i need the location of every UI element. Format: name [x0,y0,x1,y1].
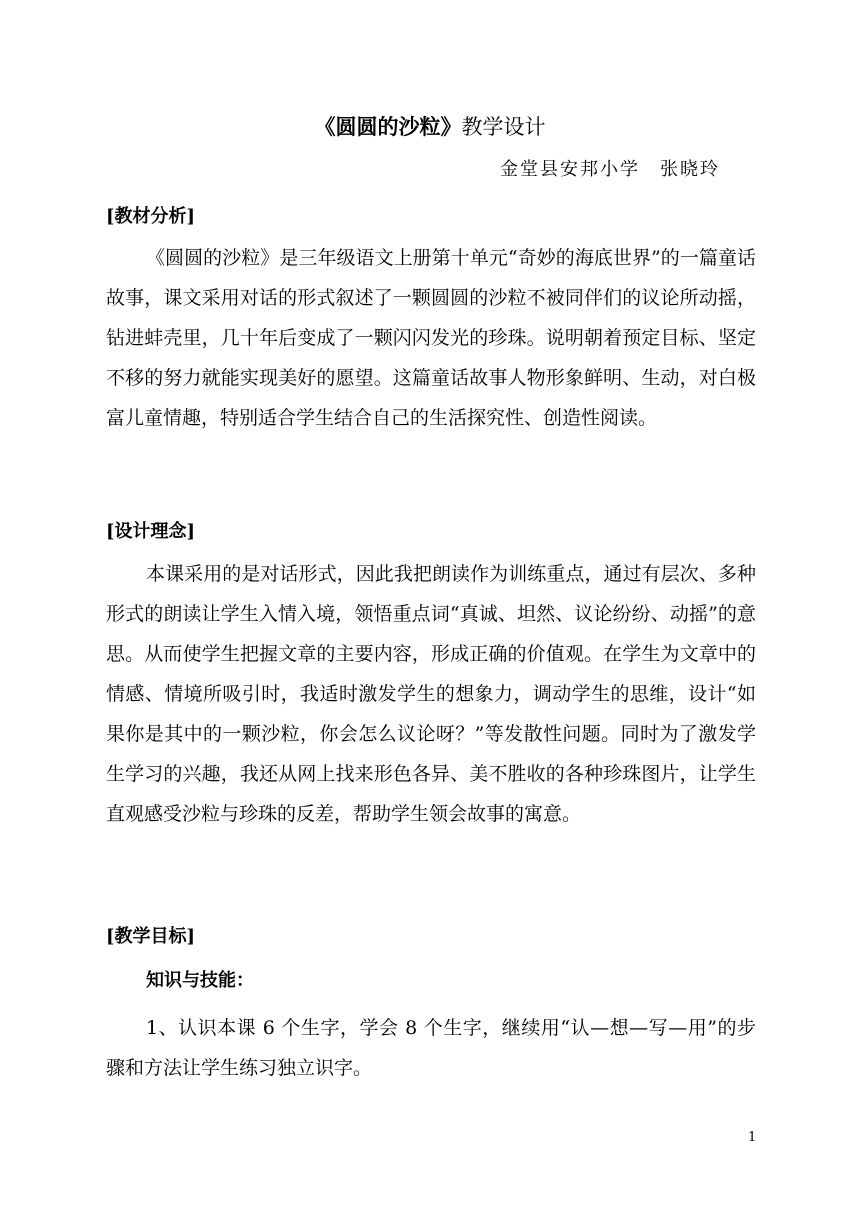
section-heading-design-concept: [设计理念] [106,521,196,542]
section-heading-textbook-analysis: [教材分析] [106,206,196,227]
section-paragraph-textbook-analysis: 《圆圆的沙粒》是三年级语文上册第十单元“奇妙的海底世界”的一篇童话故事，课文采用对话的形式叙述了一颗圆圆的沙粒不被同伴们的议论所动摇，钻进蚌壳里，几十年后变成了一颗闪闪发光的珍珠。说明朝着预定目标、坚定不移的努力就能实现美好的愿望。这篇童话故事人物形象鲜明、生动，对白极富儿童情趣，特别适合学生结合自己的生活探究性、创造性阅读。 [106,247,756,429]
title-bold-part: 《圆圆的沙粒》 [314,114,462,139]
subheading-knowledge-skills: 知识与技能： [146,970,254,991]
section-paragraph-teaching-goals: 1、认识本课 6 个生字，学会 8 个生字，继续用“认—想—写—用”的步骤和方法让学生练习独立识字。 [106,1017,756,1079]
author-line: 金堂县安邦小学 张晓玲 [500,159,720,180]
section-heading-teaching-goals: [教学目标] [106,926,196,947]
title-rest-part: 教学设计 [461,115,546,139]
page-number: 1 [748,1130,757,1145]
document-title [0,112,860,142]
section-paragraph-design-concept: 本课采用的是对话形式，因此我把朗读作为训练重点，通过有层次、多种形式的朗读让学生入情入境，领悟重点词“真诚、坦然、议论纷纷、动摇”的意思。从而使学生把握文章的主要内容，形成正确的价值观。在学生为文章中的情感、情境所吸引时，我适时激发学生的想象力，调动学生的思维，设计“如果你是其中的一颗沙粒，你会怎么议论呀？”等发散性问题。同时为了激发学生学习的兴趣，我还从网上找来形色各异、美不胜收的各种珍珠图片，让学生直观感受沙粒与珍珠的反差，帮助学生领会故事的寓意。 [106,563,756,825]
